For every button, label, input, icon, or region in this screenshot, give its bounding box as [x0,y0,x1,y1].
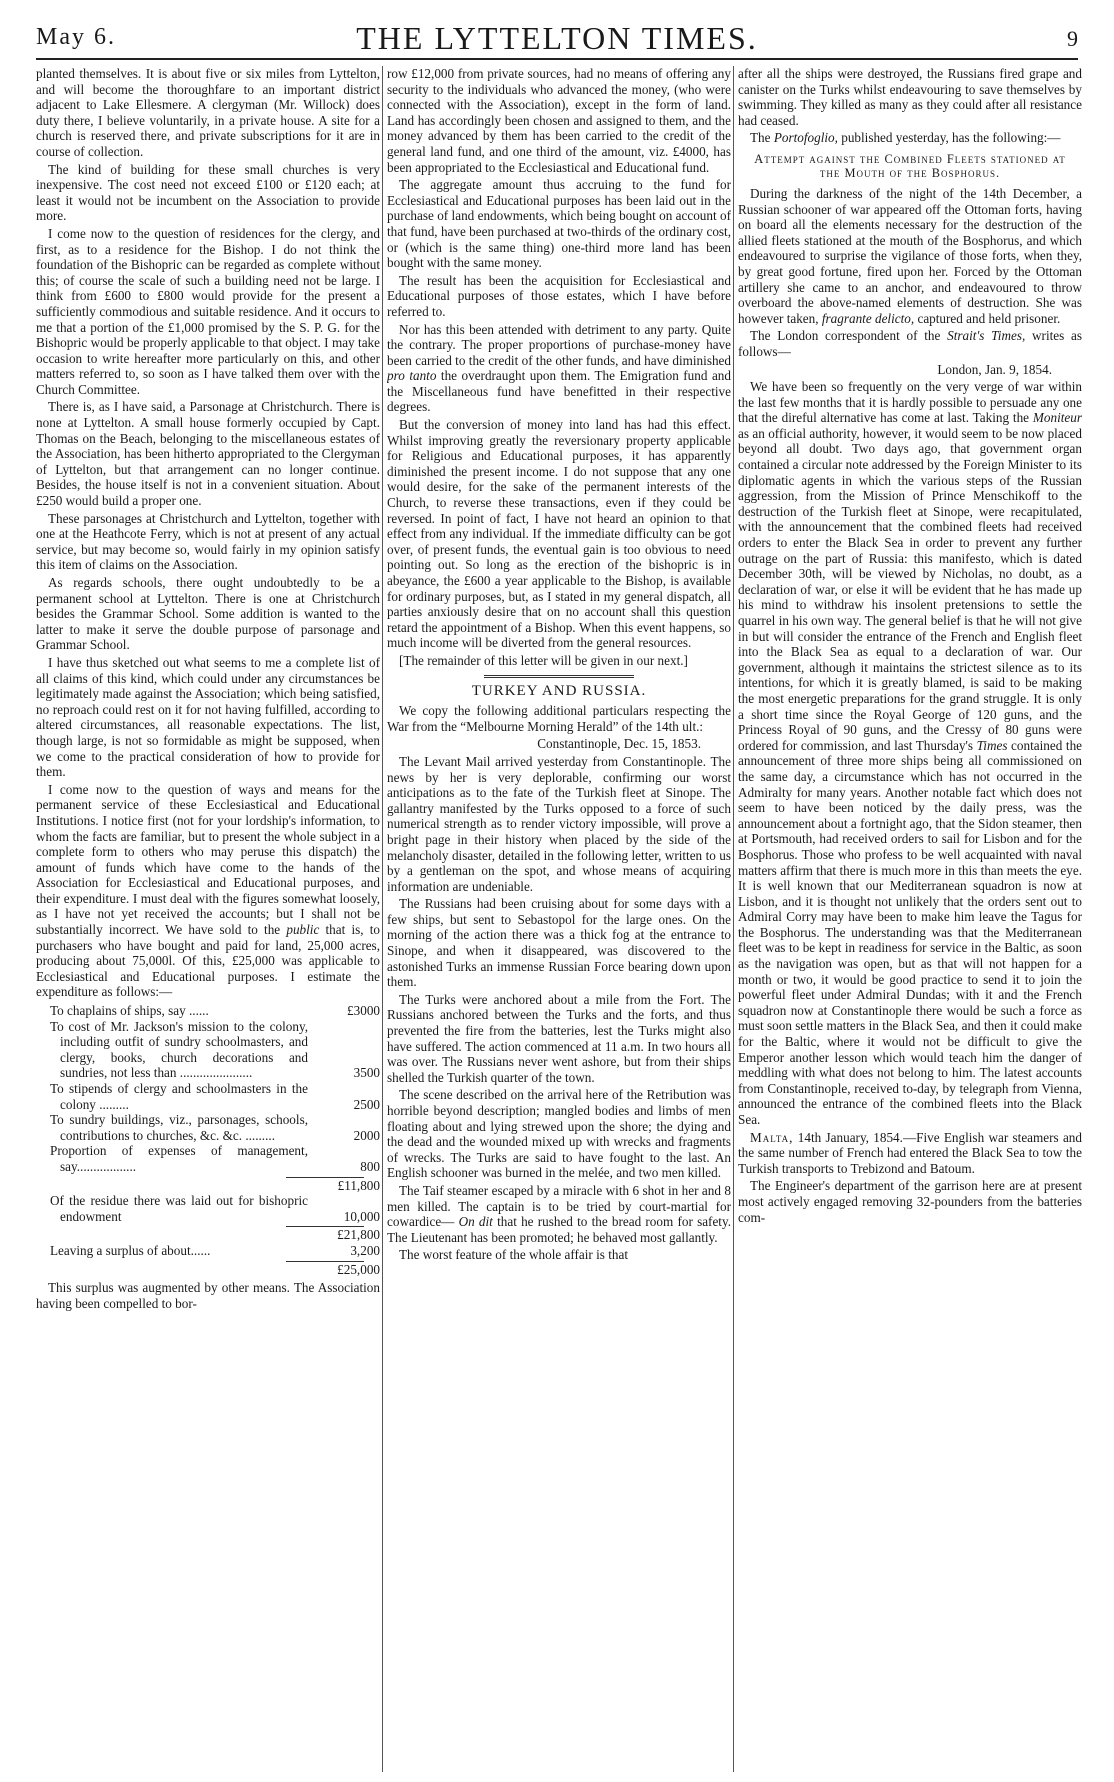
article-heading: TURKEY AND RUSSIA. [471,682,647,699]
column-1 [36,66,380,1772]
paragraph: As regards schools, there ought undoubtedly to be a permanent school at Lyttelton. There is one at Christchurch besides the Grammar School. Some addition is wanted to the latter to make it serve the double purpose of parsonage and Grammar School. [36,575,380,653]
expenditure-row: Of the residue there was laid out for bishopric endowment 10,000 [50,1193,380,1224]
expenditure-row: Leaving a surplus of about...... 3,200 [50,1242,380,1258]
paragraph: The Engineer's department of the garrison here are at present most actively engaged removing 32-pounders from the batteries com- [738,1178,1082,1225]
column-rule-2 [733,66,734,1772]
paragraph: There is, as I have said, a Parsonage at Christchurch. There is none at Lyttelton. A small house formerly occupied by Capt. Thomas on the Beach, belonging to the miscellaneous estates of the Association, has been hitherto appropriated to the Clergyman of Lyttelton, but that arrangement can no longer continue. Besides, the house itself is not in a convenient situation. About £250 would build a proper one. [36,399,380,509]
paragraph: I come now to the question of ways and means for the permanent service of these Ecclesiastical and Educational Institutions. I notice first (not for your lordship's information, to whom the facts are familiar, but to present the whole subject in a complete form to others who may peruse this dispatch) the amount of funds which have come to the hands of the Association for Ecclesiastical and Educational purposes, and their expenditure. I must deal with the figures somewhat loosely, as I have not yet received the accounts; but I shall not be substantially incorrect. We have sold to the public that is, to purchasers who have bought and paid for land, 25,000 acres, producing about 75,000l. Of this, £25,000 was applicable to Ecclesiastical and Educational purposes. I estimate the expenditure as follows:— [36,781,380,1000]
emphasis: Strait's Times, [947,328,1026,344]
paragraph: [The remainder of this letter will be given in our next.] [399,652,688,668]
paragraph: During the darkness of the night of the 14th December, a Russian schooner of war appeared off the Ottoman forts, having on board all the elements necessary for the destruction of the allied fleets stationed at the mouth of the Bosphorus, and which endeavoured to surprise the vigilance of those forts, when they, by great good fortune, fired upon her. Forced by the Ottoman artillery she came to an anchor, and endeavoured to throw overboard the above-named elements of destruction. She was however taken, fragrante delicto, captured and held prisoner. [738,185,1082,326]
paragraph: The scene described on the arrival here of the Retribution was horrible beyond description; mangled bodies and limbs of men floating about and lying strewed upon the shore; the dying and the dead and the wounded mixed up with wrecks and fragments of wrecks. The Turks are said to have fought to the last. An English schooner was burned in the melée, and two men killed. [387,1087,731,1181]
expenditure-row: To cost of Mr. Jackson's mission to the colony, including outfit of sundry schoolmasters, and clergy, books, church decorations and sundries, not less than ...................... 3500 [50,1018,380,1081]
column-rule-1 [382,66,383,1772]
paragraph: The result has been the acquisition for Ecclesiastical and Educational purposes of those estates, which I have before referred to. [387,272,731,319]
paragraph: The Taif steamer escaped by a miracle with 6 shot in her and 8 men killed. The captain is to be tried by court-martial for cowardice— On dit that he rushed to the bread room for safety. The Lieutenant has been promoted; he behaved most gallantly. [387,1182,731,1245]
expenditure-row: To stipends of clergy and schoolmasters in the colony ......... 2500 [50,1081,380,1112]
paragraph: The Russians had been cruising about for some days with a few ships, but sent to Sebastopol for the large ones. On the morning of the action there was a thick fog at the entrance to Sinope, and when it disappeared, was discovered to the astonished Turks an immense Russian Force bearing down upon them. [387,896,731,990]
paragraph: The London correspondent of the Strait's Times, writes as follows— [738,328,1082,359]
page-number: 9 [1067,26,1078,51]
expenditure-row: To chaplains of ships, say ...... £3000 [50,1003,380,1019]
paragraph: planted themselves. It is about five or six miles from Lyttelton, and will become the thoroughfare to an important district adjacent to Lake Ellesmere. A clergyman (Mr. Willock) does duty there, I believe voluntarily, in a private house. A site for a church is reserved there, and private subscriptions for it are in course of collection. [36,66,380,159]
expenditure-row: Proportion of expenses of management, say.................. 800 [50,1143,380,1174]
emphasis: On dit [458,1214,493,1230]
paragraph: row £12,000 from private sources, had no means of offering any security to the individuals who advanced the money, (who were connected with the Association), except in the form of land. Land has accordingly been chosen and assigned to them, and the money advanced by them has been carried to the credit of the general land fund, and one third of the amount, viz. £4000, has been appropriated to the Ecclesiastical and Educational fund. [387,66,731,175]
column-3 [738,66,1082,1772]
paragraph: Nor has this been attended with detriment to any party. Quite the contrary. The proper proportions of purchase-money have been carried to the credit of the other funds, and have diminished pro tanto the overdraught upon them. The Emigration fund and the Miscellaneous fund have benefitted in their respective degrees. [387,321,731,415]
paragraph: The Turks were anchored about a mile from the Fort. The Russians anchored between the Turks and the forts, and thus prevented the fire from the batteries, lest the Turks might also have suffered. The action commenced at 11 a.m. In two hours all was over. The Russians never went ashore, but from their ships shelled the Turkish quarter of the town. [387,991,731,1085]
dateline: London, Jan. 9, 1854. [937,361,1052,377]
paragraph: The kind of building for these small churches is very inexpensive. The cost need not exceed £100 or £120 each; at least it would not be incumbent on the Association to provide more. [36,161,380,224]
emphasis: fragrante delicto, [821,310,915,326]
paragraph: The Levant Mail arrived yesterday from Constantinople. The news by her is very deplorable, confirming our worst anticipations as to the fate of the Turkish fleet at Sinope. The gallantry manifested by the Turks opposed to a force of such numerical strength as to render victory impossible, will prove a bright page in their history when placed by the side of the melancholy disaster, detailed in the following letter, written to us by a gentleman on the spot, and whose means of acquiring information are undeniable. [387,753,731,894]
emphasis: Portofoglio, [773,130,838,146]
paragraph: The worst feature of the whole affair is that [399,1247,628,1263]
paragraph: We copy the following additional particulars respecting the War from the “Melbourne Morning Herald” of the 14th ult.: [387,703,731,734]
paragraph: I come now to the question of residences for the clergy, and first, as to a residence for the Bishop. I do not think the foundation of the Bishopric can be regarded as complete without this; of course the scale of such a building need not be large. I think from £600 to £800 would provide for the present a sufficiently commodious and suitable residence. And it occurs to me that a portion of the £1,000 promised by the S. P. G. for the Bishopric would be properly applicable to that object. I may take occasion to write hereafter more particularly on this, and other matters referred to, so soon as I have talked them over with the Church Committee. [36,225,380,397]
total-row: £25,000 [337,1261,380,1277]
subheading: Attempt against the Combined Fleets stationed at the Mouth of the Bosphorus. [754,151,1066,180]
column-2 [387,66,731,1772]
expenditure-row: To sundry buildings, viz., parsonages, schools, contributions to churches, &c. &c. ......... 2000 [50,1112,380,1143]
paragraph: The aggregate amount thus accruing to the fund for Ecclesiastical and Educational purposes has been laid out in the purchase of land endowments, which being bought on account of that fund, have been purchased at two-thirds of the ordinary cost, or (which is the same thing) one-third more land has been bought with the same money. [387,177,731,271]
issue-date: May 6. [36,24,116,50]
paragraph: This surplus was augmented by other means. The Association having been compelled to bor- [36,1280,380,1311]
paragraph: Malta, 14th January, 1854.—Five English war steamers and the same number of French had entered the Black Sea to tow the Turkish transports to Trebizond and Batoum. [738,1129,1082,1176]
paragraph: These parsonages at Christchurch and Lyttelton, together with one at the Heathcote Ferry, which is not at present of any actual service, but may become so, would fairly in my opinion satisfy this item of claims on the Association. [36,510,380,573]
paragraph: But the conversion of money into land has had this effect. Whilst improving greatly the reversionary property applicable for Religious and Educational purposes, it has apparently diminished the present income. I do not suppose that any one would desire, for the sake of the permanent interests of the Church, to reverse these transactions, even if they could be reversed. In point of fact, I have not heard an opinion to that effect from any individual. If the immediate difficulty can be got over, of present funds, the eventual gain is too obvious to need pointing out. So long as the erection of the bishopric is in abeyance, the £600 a year applicable to the Bishop, is available for ordinary purposes, but, as I stated in my general dispatch, all parties anxiously desire that on no account shall this question retard the appointment of a Bishop. When this event happens, so much income will be diverted from the general resources. [387,417,731,651]
emphasis: Times [976,737,1008,753]
paragraph: The Portofoglio, published yesterday, has the following:— [750,130,1061,146]
subtotal-row: £11,800 [337,1177,380,1193]
emphasis: pro tanto [387,368,437,384]
dateline: Constantinople, Dec. 15, 1853. [537,736,701,752]
expenditure-table [36,1003,380,1277]
subtotal-row: £21,800 [337,1227,380,1243]
emphasis: public [286,922,320,938]
emphasis: Moniteur [1032,410,1082,426]
paragraph: We have been so frequently on the very verge of war within the last few months that it is hardly possible to persuade any one that the direful alternative has come at last. Taking the Moniteur as an official authority, however, it would seem to be now placed beyond all doubt. Two days ago, that government organ contained a circular note addressed by the Foreign Minister to its diplomatic agents in which the various steps of the Russian aggression, from the Mission of Prince Menschikoff to the destruction of the Turkish fleet at Sinope, were recapitulated, with the announcement that the combined fleets had received orders to enter the Black Sea in order to prevent any further outrage on the part of Russia: this manifesto, which is dated December 30th, will be viewed by Nicholas, no doubt, as a declaration of war, or else it will be evident that he has made up his mind to withdraw his insolent pretensions to settle the quarrel in his own way. The general belief is that he will not give in but will consider the entrance of the French and English fleet into the Black Sea as equal to a declaration of war. Our government, although it maintains the strictest silence as to its intentions, for which it is greatly blamed, is said to be making the most energetic preparations for the grand struggle. It is only a short time since the Royal George of 120 guns, and the Princess Royal of 90 guns, and the Cressy of 80 guns were ordered for commission, and last Thursday's Times contained the announcement of three more ships being all commissioned on the same day, a circumstance which has not occurred in the Admiralty for many years. Another notable fact which does not seem to have been noticed by the daily press, was the announcement about a fortnight ago, that the Sidon steamer, then at Portsmouth, had received orders to sail for Lisbon and for the Bosphorus. Those who profess to be well acquainted with naval matters affirm that there is much more in this than meets the eye. It is well known that our Mediterranean squadron is now at Lisbon, and it is thought not unlikely that the orders sent out to Admiral Corry may have been to make him leave the Tagus for the Bosphorus. The understanding was that the Mediterranean fleet was to be kept in readiness for service in the Baltic, as soon as the navigation was open, but as that will not happen for a month or two, it would be good practice to send it to join the powerful fleet under Admiral Dundas; with it and the French squadron now at Constantinople there would be such a force as must soon settle matters in the Black Sea, and then it could make for the Baltic, where it would not be difficult to give the Emperor another lesson which would teach him the danger of meddling with what does not belong to him. The latest accounts from Constantinople, received to-day, by telegraph from Vienna, announced the entrance of the combined fleets into the Black Sea. [738,379,1082,1127]
section-divider [484,675,634,678]
newspaper-title: THE LYTTELTON TIMES. [356,20,758,56]
paragraph: after all the ships were destroyed, the Russians fired grape and canister on the Turks whilst endeavouring to save themselves by swimming. They killed as many as they could after all resistance had ceased. [738,66,1082,128]
masthead [36,14,1078,60]
paragraph: I have thus sketched out what seems to me a complete list of all claims of this kind, which could under any circumstances be legitimately made against the Association; which being satisfied, no reproach could rest on it for not having fulfilled, according to altered circumstances, all reasonable expectations. The list, though large, is not so formidable as might be supposed, when we come to the practical consideration of how to provide for them. [36,654,380,780]
